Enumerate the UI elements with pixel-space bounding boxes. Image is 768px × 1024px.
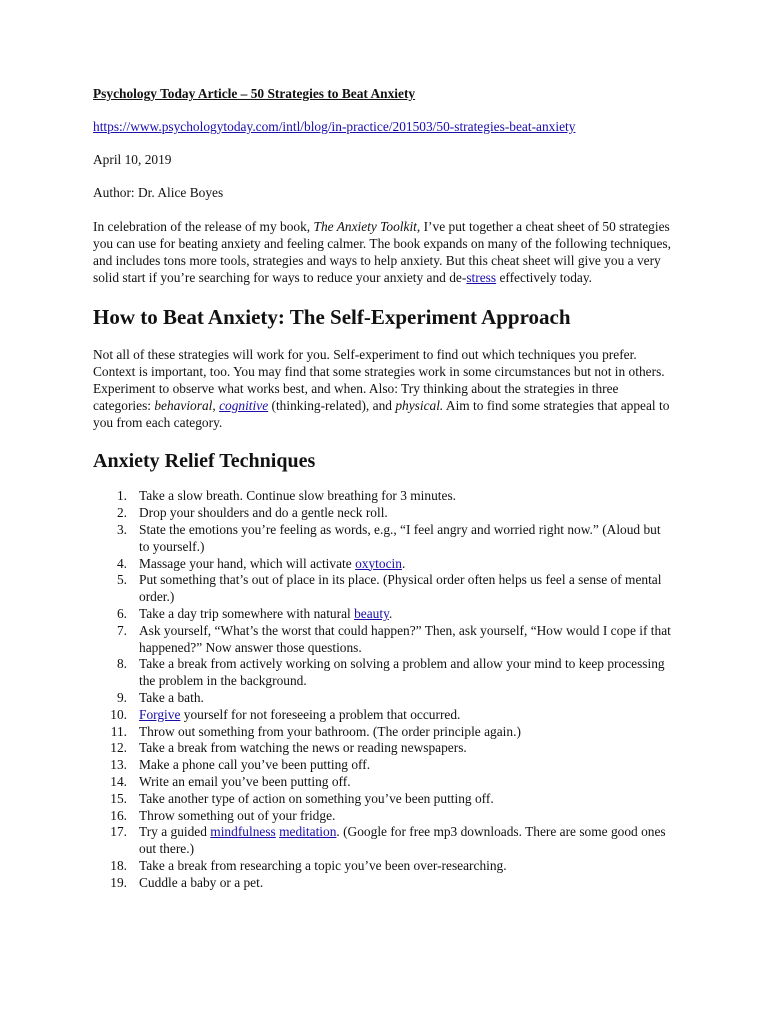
list-number: 12. (110, 740, 127, 756)
list-item (93, 606, 673, 623)
oxytocin-link[interactable]: oxytocin (355, 555, 402, 571)
book-title: The Anxiety Toolkit (313, 219, 417, 235)
list-item-text: Take a break from actively working on solving a problem and allow your mind to keep processing the problem in the background. (139, 656, 665, 689)
list-item (93, 522, 673, 556)
behavioral-term: behavioral (154, 397, 213, 413)
cognitive-term: cognitive (219, 397, 269, 413)
approach-comma: , (212, 397, 220, 413)
list-item (93, 556, 673, 573)
list-item-text: Try a guided (139, 824, 211, 840)
article-author: Author: Dr. Alice Boyes (93, 185, 224, 201)
list-item (93, 707, 673, 724)
list-item (93, 808, 673, 825)
list-item-text: Write an email you’ve been putting off. (139, 773, 351, 789)
list-number: 9. (116, 689, 127, 705)
list-number: 11. (110, 723, 127, 739)
list-item-text: . (Google for free mp3 downloads. There are some good ones out there.) (139, 824, 666, 857)
section-heading-relief-techniques: Anxiety Relief Techniques (93, 450, 316, 473)
list-item (93, 572, 673, 606)
article-date: April 10, 2019 (93, 151, 172, 167)
list-item (93, 488, 673, 505)
list-number: 13. (110, 757, 127, 773)
intro-paragraph (93, 219, 673, 286)
list-item-text: Take another type of action on something you’ve been putting off. (139, 790, 494, 806)
list-item (93, 724, 673, 741)
list-number: 19. (110, 874, 127, 890)
list-number: 16. (110, 807, 127, 823)
list-number: 15. (110, 790, 127, 806)
list-number: 3. (116, 521, 127, 537)
forgive-link[interactable]: Forgive (139, 706, 181, 722)
list-item (93, 791, 673, 808)
list-item-text: Make a phone call you’ve been putting off. (139, 757, 371, 773)
list-item-text: . (388, 605, 393, 621)
list-number: 7. (116, 622, 127, 638)
list-number: 18. (110, 857, 127, 873)
list-number: 8. (116, 656, 127, 672)
cognitive-link[interactable] (219, 398, 268, 413)
intro-text-3: effectively today. (496, 269, 593, 285)
list-number: 6. (116, 605, 127, 621)
techniques-list (93, 488, 673, 891)
meditation-link[interactable]: meditation (279, 824, 337, 840)
approach-text-1: Not all of these strategies will work for you. Self-experiment to find out which techniques you prefer. Context is important, too. You may find that some strategies work in some circumstances but not in others. Experiment to observe what works best, and when. Also: Try thinking about the strategies in three categories: (93, 347, 665, 413)
list-item-text: State the emotions you’re feeling as words, e.g., “I feel angry and worried right now.” (Aloud but to yourself.) (139, 521, 661, 554)
article-url-line (93, 119, 673, 136)
list-item-text: Take a bath. (139, 689, 204, 705)
list-item (93, 690, 673, 707)
list-item-text: Take a break from watching the news or reading newspapers. (139, 740, 467, 756)
list-item-text: Take a day trip somewhere with natural (139, 605, 355, 621)
list-item (93, 656, 673, 690)
article-title: Psychology Today Article – 50 Strategies to Beat Anxiety (93, 86, 416, 101)
list-item (93, 858, 673, 875)
list-item-text: yourself for not foreseeing a problem that occurred. (180, 706, 461, 722)
approach-text-3: Aim to find some strategies that appeal to you from each category. (93, 397, 670, 430)
list-item-text: Massage your hand, which will activate (139, 555, 356, 571)
list-number: 14. (110, 773, 127, 789)
approach-paragraph (93, 347, 673, 431)
beauty-link[interactable]: beauty (354, 605, 389, 621)
list-item-text: Put something that’s out of place in its place. (Physical order often helps us feel a sense of mental order.) (139, 572, 662, 605)
list-item (93, 824, 673, 858)
list-item-text: Take a slow breath. Continue slow breathing for 3 minutes. (139, 488, 457, 504)
physical-term: physical. (395, 397, 444, 413)
list-item (93, 774, 673, 791)
list-item (93, 505, 673, 522)
list-item-text: Throw out something from your bathroom. (The order principle again.) (139, 723, 521, 739)
list-number: 4. (116, 555, 127, 571)
list-number: 1. (116, 488, 127, 504)
document-content (93, 86, 673, 891)
list-item (93, 623, 673, 657)
list-number: 2. (116, 505, 127, 521)
list-item (93, 740, 673, 757)
approach-text-2: (thinking-related), and (268, 397, 396, 413)
list-item-text: Throw something out of your fridge. (139, 807, 336, 823)
list-number: 10. (110, 706, 127, 722)
list-number: 17. (110, 824, 127, 840)
list-item-text: Drop your shoulders and do a gentle neck roll. (139, 505, 388, 521)
stress-link[interactable]: stress (466, 269, 497, 285)
list-item-text: Cuddle a baby or a pet. (139, 874, 264, 890)
list-item-text: Take a break from researching a topic you’ve been over-researching. (139, 857, 507, 873)
list-item (93, 757, 673, 774)
list-item-text: Ask yourself, “What’s the worst that could happen?” Then, ask yourself, “How would I cope if that happened?” Now answer those questions. (139, 622, 671, 655)
intro-text-1: In celebration of the release of my book, (93, 219, 314, 235)
article-url-link[interactable]: https://www.psychologytoday.com/intl/blog/in-practice/201503/50-strategies-beat-anxiety (93, 118, 576, 134)
list-item-text: . (401, 555, 406, 571)
list-number: 5. (116, 572, 127, 588)
list-item (93, 875, 673, 892)
section-heading-self-experiment: How to Beat Anxiety: The Self-Experiment Approach (93, 305, 571, 330)
mindfulness-link[interactable]: mindfulness (210, 824, 276, 840)
intro-text-2: , I’ve put together a cheat sheet of 50 strategies you can use for beating anxiety and feeling calmer. The book expands on many of the following techniques, and includes tons more tools, strategies and ways to help anxiety. But this cheat sheet will give you a very solid start if you’re searching for ways to reduce your anxiety and de- (93, 219, 671, 285)
